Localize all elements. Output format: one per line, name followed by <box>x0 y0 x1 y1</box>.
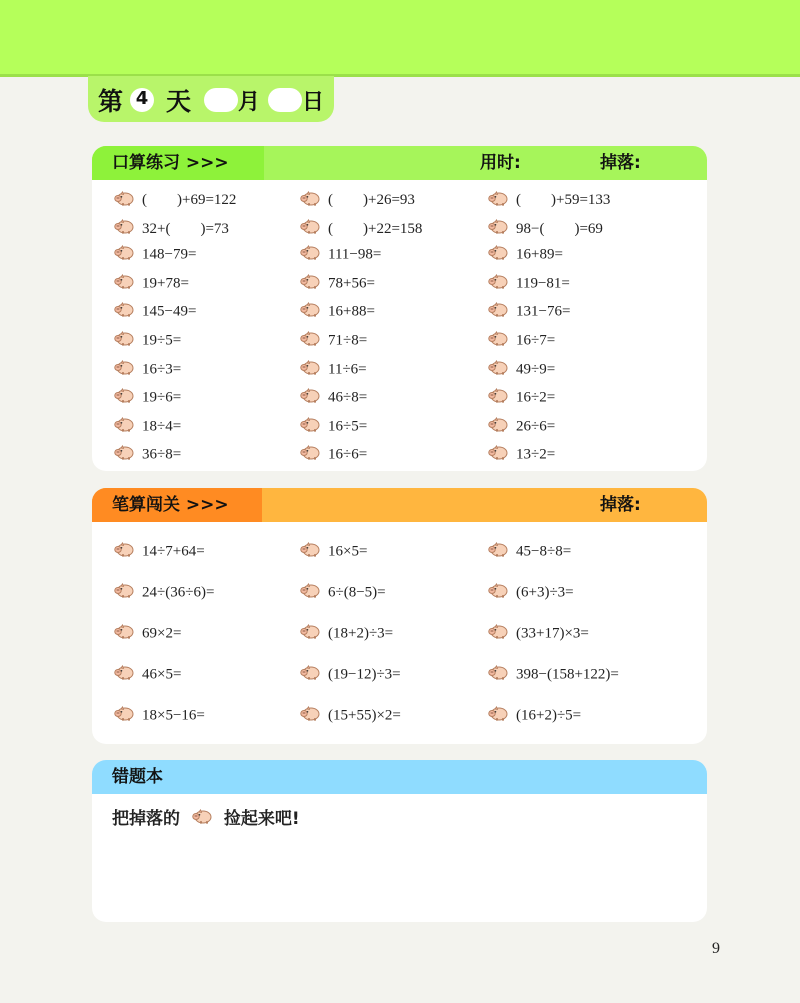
month-blank[interactable] <box>204 88 238 112</box>
mistakes-text-before: 把掉落的 <box>112 809 180 829</box>
pig-icon <box>488 191 508 211</box>
oral-problem <box>300 274 375 294</box>
oral-problem <box>114 331 181 351</box>
pig-icon <box>488 302 508 322</box>
pig-icon <box>300 274 320 294</box>
oral-problem <box>114 302 196 322</box>
oral-problem-text: 16÷6= <box>328 446 368 463</box>
pig-icon <box>114 331 134 351</box>
oral-problem-text: 119−81= <box>516 275 570 292</box>
oral-problem-text: 13÷2= <box>516 446 556 463</box>
oral-problem <box>300 302 375 322</box>
oral-problem <box>300 360 367 380</box>
written-problem-text: 69×2= <box>142 625 182 642</box>
pig-icon <box>300 706 320 726</box>
pig-icon <box>300 245 320 265</box>
oral-problem <box>300 245 381 265</box>
oral-problem-text: ( )+69=122 <box>142 192 237 208</box>
pig-icon <box>114 665 134 685</box>
oral-practice-title: 口算练习 >>> <box>92 146 264 180</box>
written-problem-text: 16×5= <box>328 543 368 560</box>
oral-problem-text: 16÷7= <box>516 332 556 349</box>
written-problem-text: 398−(158+122)= <box>516 666 619 683</box>
oral-problem <box>488 388 555 408</box>
pig-icon <box>488 331 508 351</box>
written-problem-text: 18×5−16= <box>142 707 205 724</box>
day-suffix: 天 <box>166 87 192 116</box>
mistakes-instruction <box>112 804 300 829</box>
oral-problem <box>114 217 229 240</box>
oral-problem <box>300 388 367 408</box>
written-problem-text: (33+17)×3= <box>516 625 589 642</box>
written-problem <box>114 706 205 726</box>
pig-icon <box>114 219 134 239</box>
written-problem-text: (15+55)×2= <box>328 707 401 724</box>
oral-problem <box>300 445 367 465</box>
pig-icon <box>300 388 320 408</box>
oral-problem-text: 19+78= <box>142 275 189 292</box>
oral-problem <box>114 417 181 437</box>
oral-problem <box>488 188 610 211</box>
oral-problem-text: 16÷3= <box>142 361 182 378</box>
pig-icon <box>114 706 134 726</box>
written-problem-text: (18+2)÷3= <box>328 625 394 642</box>
written-problem-text: 45−8÷8= <box>516 543 572 560</box>
oral-problem-text: 32+( )=73 <box>142 220 229 237</box>
oral-problem <box>114 388 181 408</box>
oral-problem-text: 148−79= <box>142 246 197 263</box>
oral-problem-text: ( )+26=93 <box>328 192 415 208</box>
oral-problem <box>300 217 422 240</box>
pig-icon <box>114 624 134 644</box>
pig-icon <box>488 706 508 726</box>
oral-problem <box>114 360 181 380</box>
page-number: 9 <box>712 940 720 957</box>
written-problem <box>114 624 181 644</box>
written-problem <box>300 542 367 562</box>
oral-problem-text: 16+89= <box>516 246 563 263</box>
written-problem-text: (19−12)÷3= <box>328 666 401 683</box>
pig-icon <box>300 417 320 437</box>
oral-problem <box>488 302 570 322</box>
mistakes-text-after: 捡起来吧! <box>223 809 300 829</box>
written-problem <box>488 542 571 562</box>
oral-problem-text: 98−( )=69 <box>516 220 603 237</box>
oral-problem <box>488 360 555 380</box>
written-problem <box>488 706 581 726</box>
oral-problem <box>488 245 563 265</box>
pig-icon <box>488 417 508 437</box>
written-problem <box>300 624 393 644</box>
pig-icon <box>114 191 134 211</box>
oral-problem-text: ( )+22=158 <box>328 220 423 237</box>
oral-problem <box>300 188 415 211</box>
oral-problem <box>488 331 555 351</box>
oral-problem-text: ( )+59=133 <box>516 192 611 208</box>
written-problem <box>300 583 386 603</box>
pig-icon <box>300 360 320 380</box>
pig-icon <box>488 445 508 465</box>
pig-icon <box>300 191 320 211</box>
written-dropped-label: 掉落: <box>600 495 641 515</box>
day-prefix: 第 <box>98 87 124 116</box>
oral-problem-text: 11÷6= <box>328 361 367 378</box>
date-blank[interactable] <box>268 88 302 112</box>
oral-problem-text: 19÷5= <box>142 332 182 349</box>
pig-icon <box>300 624 320 644</box>
oral-problem <box>300 331 367 351</box>
pig-icon <box>114 360 134 380</box>
oral-problem <box>488 445 555 465</box>
pig-icon <box>488 219 508 239</box>
pig-icon <box>192 809 212 829</box>
pig-icon <box>114 388 134 408</box>
oral-problem-text: 71÷8= <box>328 332 368 349</box>
pig-icon <box>114 445 134 465</box>
oral-problem <box>488 417 555 437</box>
pig-icon <box>488 245 508 265</box>
pig-icon <box>488 542 508 562</box>
pig-icon <box>114 245 134 265</box>
written-problem <box>488 583 574 603</box>
oral-problem <box>488 217 603 240</box>
pig-icon <box>488 360 508 380</box>
pig-icon <box>114 302 134 322</box>
oral-problem-text: 46÷8= <box>328 389 368 406</box>
pig-icon <box>488 388 508 408</box>
written-problem <box>114 542 205 562</box>
written-problem-text: (6+3)÷3= <box>516 584 574 601</box>
mistakes-title: 错题本 <box>112 767 163 787</box>
oral-problem-text: 16÷5= <box>328 418 368 435</box>
oral-problem-text: 49÷9= <box>516 361 556 378</box>
oral-problem-text: 16+88= <box>328 303 375 320</box>
pig-icon <box>300 219 320 239</box>
pig-icon <box>488 665 508 685</box>
oral-problem-text: 145−49= <box>142 303 197 320</box>
oral-problem-text: 19÷6= <box>142 389 182 406</box>
day-header <box>88 76 334 122</box>
oral-problem <box>488 274 570 294</box>
oral-practice-card <box>92 146 707 471</box>
pig-icon <box>300 445 320 465</box>
oral-dropped-label: 掉落: <box>600 153 641 173</box>
written-problem-text: (16+2)÷5= <box>516 707 582 724</box>
oral-problem <box>114 445 181 465</box>
written-practice-title: 笔算闯关 >>> <box>92 488 262 522</box>
oral-problem <box>300 417 367 437</box>
pig-icon <box>114 417 134 437</box>
oral-problem <box>114 188 236 211</box>
date-label: 日 <box>302 90 325 115</box>
oral-problem <box>114 245 196 265</box>
written-problem-text: 14÷7+64= <box>142 543 205 560</box>
written-problem <box>488 665 619 685</box>
written-problem <box>114 665 181 685</box>
pig-icon <box>300 542 320 562</box>
written-practice-card <box>92 488 707 744</box>
written-problem <box>114 583 214 603</box>
written-problem <box>300 665 401 685</box>
oral-problem-text: 18÷4= <box>142 418 182 435</box>
written-problem <box>300 706 401 726</box>
written-practice-header <box>92 488 707 522</box>
oral-problem-text: 131−76= <box>516 303 571 320</box>
time-label: 用时: <box>480 153 521 173</box>
pig-icon <box>488 583 508 603</box>
pig-icon <box>114 583 134 603</box>
month-label: 月 <box>238 90 261 115</box>
pig-icon <box>300 302 320 322</box>
pig-icon <box>300 331 320 351</box>
oral-problem-text: 26÷6= <box>516 418 556 435</box>
oral-problem-text: 78+56= <box>328 275 375 292</box>
written-problem <box>488 624 589 644</box>
pig-icon <box>300 583 320 603</box>
mistakes-card <box>92 760 707 922</box>
oral-practice-header <box>92 146 707 180</box>
mistakes-header <box>92 760 707 794</box>
pig-icon <box>488 274 508 294</box>
day-number: 4 <box>135 88 149 109</box>
oral-problem-text: 36÷8= <box>142 446 182 463</box>
oral-problem-text: 111−98= <box>328 246 382 263</box>
pig-icon <box>300 665 320 685</box>
written-problem-text: 46×5= <box>142 666 182 683</box>
written-problem-text: 6÷(8−5)= <box>328 584 386 601</box>
pig-icon <box>114 274 134 294</box>
written-problem-text: 24÷(36÷6)= <box>142 584 215 601</box>
oral-problem <box>114 274 189 294</box>
pig-icon <box>114 542 134 562</box>
pig-icon <box>488 624 508 644</box>
oral-problem-text: 16÷2= <box>516 389 556 406</box>
top-banner <box>0 0 800 77</box>
